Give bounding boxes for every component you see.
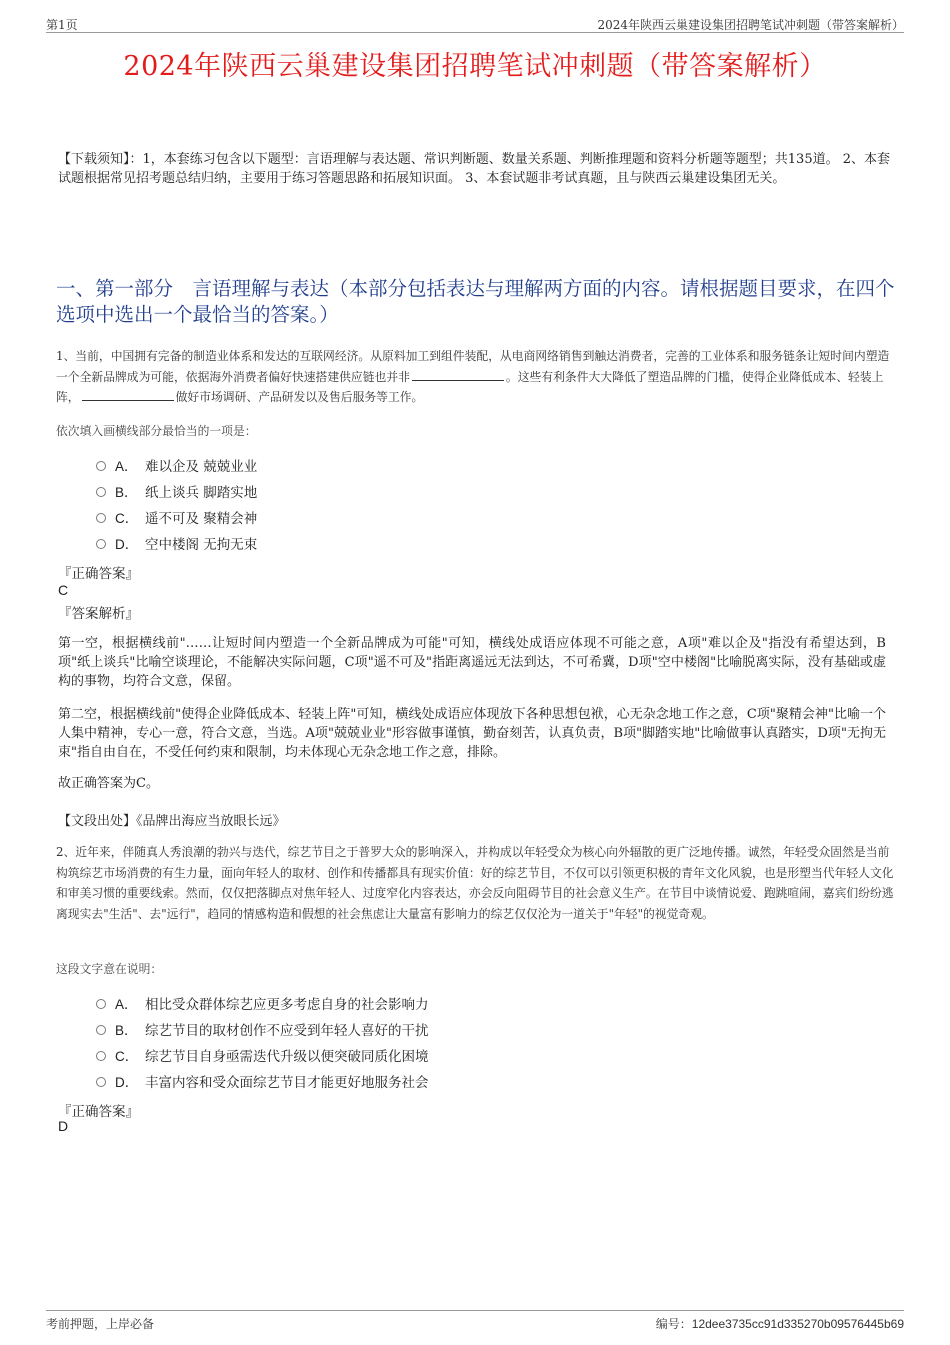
question-1-prompt: 依次填入画横线部分最恰当的一项是： (56, 424, 257, 438)
analysis-paragraph-1: 第一空，根据横线前"……让短时间内塑造一个全新品牌成为可能"可知，横线处成语应体现不可能之意，A项"难以企及"指没有希望达到，B项"纸上谈兵"比喻空谈理论，不能解决实际问题，C项"遥不可及"指距离遥远无法到达，不可希冀，D项"空中楼阁"比喻脱离实际，没有基础或虚构的事物，均符合文意，保留。 (58, 636, 886, 689)
option-text: 综艺节目的取材创作不应受到年轻人喜好的干扰 (145, 1023, 429, 1039)
question-2-options (96, 990, 429, 1094)
option-text: 综艺节目自身亟需迭代升级以便突破同质化困境 (145, 1049, 429, 1065)
radio-icon[interactable] (96, 1051, 106, 1061)
option-letter: C． (115, 1049, 139, 1064)
analysis-paragraph-2: 第二空，根据横线前"使得企业降低成本、轻装上阵"可知，横线处成语应体现放下各种思想包袱，心无杂念地工作之意，C项"聚精会神"比喻一个人集中精神，专心一意，符合文意，当选。A项"兢兢业业"形容做事谨慎，勤奋刻苦，认真负责，B项"脚踏实地"比喻做事认真踏实，D项"无拘无束"指自由自在，不受任何约束和限制，均未体现心无杂念地工作之意，排除。 (58, 707, 886, 760)
question-2-option-d[interactable] (96, 1068, 429, 1094)
blank-2 (82, 388, 174, 401)
question-1-stem-part1: 1、当前，中国拥有完备的制造业体系和发达的互联网经济。从原料加工到组件装配，从电商网络销售到触达消费者，完善的工业体系和服务链条让短时间内塑造一个全新品牌成为可能，依据海外消费者偏好快速搭建供应链也并非 (56, 349, 890, 384)
footer-code-label: 编号： (655, 1317, 692, 1331)
question-1-stem-part2: 。这些有利条件大大降低了塑造品牌的门槛，使得企业降低成本、轻装上阵， (56, 369, 884, 404)
option-text: 相比受众群体综艺应更多考虑自身的社会影响力 (145, 997, 429, 1013)
question-1-options (96, 452, 257, 556)
option-text: 空中楼阁 无拘无束 (145, 537, 258, 553)
footer-code-value: 12dee3735cc91d335270b09576445b69 (691, 1317, 904, 1331)
analysis-conclusion: 故正确答案为C。 (58, 776, 159, 791)
question-1-option-c[interactable] (96, 504, 257, 530)
option-text: 遥不可及 聚精会神 (145, 511, 258, 527)
question-2-answer-label: 『正确答案』 (58, 1104, 139, 1120)
option-letter: B． (115, 485, 138, 500)
question-2-prompt: 这段文字意在说明： (56, 962, 163, 976)
question-2-stem: 2、近年来，伴随真人秀浪潮的勃兴与迭代，综艺节目之于普罗大众的影响深入，并构成以年轻受众为核心向外辐散的更广泛地传播。诚然，年轻受众固然是当前构筑综艺市场消费的有生力量，面向年轻人的取材、创作和传播都具有现实价值：好的综艺节目，不仅可以引领更积极的青年文化风貌，也是形塑当代年轻人文化和审美习惯的重要线索。然而，仅仅把落脚点对焦年轻人、过度窄化内容表达，亦会反向阻碍节目的社会意义生产。在节目中谈情说爱、跑跳喧闹，嘉宾们纷纷逃离现实去"生活"、去"远行"，趋同的情感构造和假想的社会焦虑让大量富有影响力的综艺仅仅沦为一道关于"年轻"的视觉奇观。 (56, 845, 894, 921)
section-title: 一、第一部分 言语理解与表达（本部分包括表达与理解两方面的内容。请根据题目要求，在四个选项中选出一个最恰当的答案。） (56, 277, 895, 326)
option-letter: A． (115, 997, 138, 1012)
question-1-stem (56, 346, 896, 408)
header-doc-title: 2024年陕西云巢建设集团招聘笔试冲刺题（带答案解析） (597, 18, 904, 32)
radio-icon[interactable] (96, 539, 106, 549)
radio-icon[interactable] (96, 999, 106, 1009)
page-number: 第1页 (46, 18, 78, 32)
option-text: 纸上谈兵 脚踏实地 (145, 485, 258, 501)
option-letter: B． (115, 1023, 138, 1038)
radio-icon[interactable] (96, 1077, 106, 1087)
question-1-source: 【文段出处】《品牌出海应当放眼长远》 (58, 814, 286, 829)
page-footer (46, 1310, 904, 1331)
question-1-option-d[interactable] (96, 530, 257, 556)
option-text: 难以企及 兢兢业业 (145, 459, 258, 475)
document-title: 2024年陕西云巢建设集团招聘笔试冲刺题（带答案解析） (123, 51, 827, 82)
radio-icon[interactable] (96, 461, 106, 471)
question-1-option-b[interactable] (96, 478, 257, 504)
question-2-option-c[interactable] (96, 1042, 429, 1068)
radio-icon[interactable] (96, 1025, 106, 1035)
option-letter: D． (115, 1075, 139, 1090)
question-1-option-a[interactable] (96, 452, 257, 478)
question-1-stem-part3: 做好市场调研、产品研发以及售后服务等工作。 (175, 390, 424, 404)
download-notice: 【下载须知】：1，本套练习包含以下题型：言语理解与表达题、常识判断题、数量关系题、判断推理题和资料分析题等题型；共135道。 2、本套试题根据常见招考题总结归纳，主要用于练习答题思路和拓展知识面。 3、本套试题非考试真题，且与陕西云巢建设集团无关。 (58, 152, 890, 186)
question-1-answer-label: 『正确答案』 (58, 566, 139, 582)
option-letter: A． (115, 459, 138, 474)
blank-1 (412, 368, 504, 381)
question-2-option-b[interactable] (96, 1016, 429, 1042)
question-2-answer: D (58, 1118, 69, 1134)
footer-slogan: 考前押题，上岸必备 (46, 1317, 155, 1331)
option-letter: C． (115, 511, 139, 526)
page-header (46, 14, 904, 33)
question-2-option-a[interactable] (96, 990, 429, 1016)
footer-code (656, 1315, 904, 1332)
question-1-analysis-label: 『答案解析』 (58, 606, 139, 622)
option-letter: D． (115, 537, 139, 552)
question-1-answer: C (58, 582, 69, 598)
option-text: 丰富内容和受众面综艺节目才能更好地服务社会 (145, 1075, 429, 1091)
radio-icon[interactable] (96, 487, 106, 497)
radio-icon[interactable] (96, 513, 106, 523)
